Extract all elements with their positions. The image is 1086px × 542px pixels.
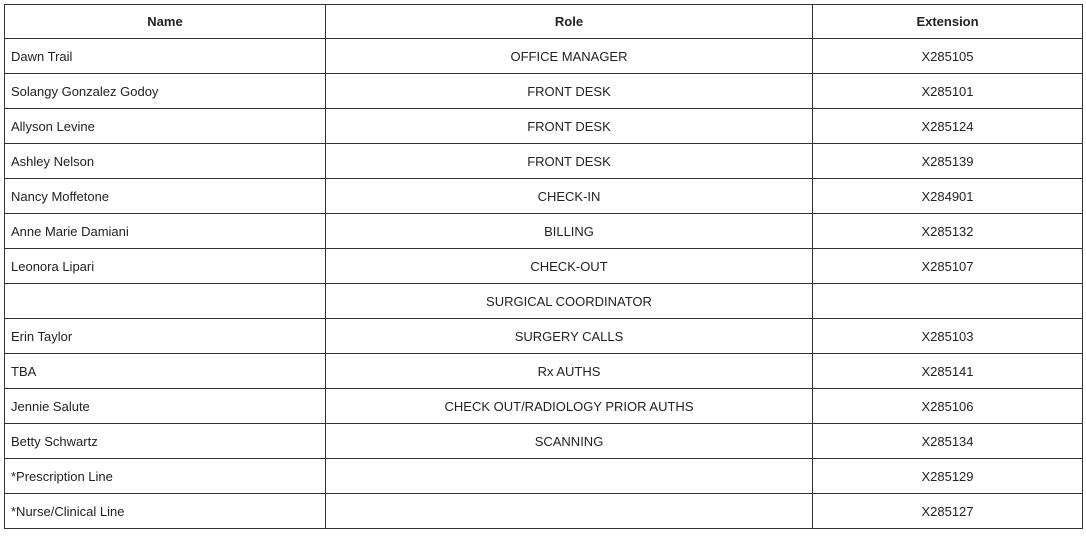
cell-role: Rx AUTHS [326, 354, 813, 389]
column-header-extension: Extension [813, 5, 1083, 39]
staff-directory [4, 4, 1083, 529]
cell-extension: X285105 [813, 39, 1083, 74]
staff-extension-table [4, 4, 1083, 529]
cell-name: Betty Schwartz [5, 424, 326, 459]
cell-role: CHECK-IN [326, 179, 813, 214]
cell-name: Leonora Lipari [5, 249, 326, 284]
column-header-name: Name [5, 5, 326, 39]
cell-role: CHECK OUT/RADIOLOGY PRIOR AUTHS [326, 389, 813, 424]
table-body [5, 39, 1083, 529]
cell-extension [813, 284, 1083, 319]
cell-extension: X285103 [813, 319, 1083, 354]
cell-name: Jennie Salute [5, 389, 326, 424]
cell-extension: X285134 [813, 424, 1083, 459]
table-row [5, 389, 1083, 424]
cell-name: Ashley Nelson [5, 144, 326, 179]
cell-extension: X285141 [813, 354, 1083, 389]
cell-role: FRONT DESK [326, 109, 813, 144]
cell-name: Allyson Levine [5, 109, 326, 144]
table-row [5, 424, 1083, 459]
cell-role: BILLING [326, 214, 813, 249]
table-row [5, 494, 1083, 529]
cell-extension: X285107 [813, 249, 1083, 284]
table-row [5, 39, 1083, 74]
cell-role [326, 494, 813, 529]
table-row [5, 74, 1083, 109]
column-header-role: Role [326, 5, 813, 39]
cell-extension: X285124 [813, 109, 1083, 144]
cell-extension: X285129 [813, 459, 1083, 494]
cell-name: *Prescription Line [5, 459, 326, 494]
cell-role: CHECK-OUT [326, 249, 813, 284]
cell-role: SURGERY CALLS [326, 319, 813, 354]
cell-extension: X285132 [813, 214, 1083, 249]
cell-role: OFFICE MANAGER [326, 39, 813, 74]
table-row [5, 319, 1083, 354]
cell-name: Anne Marie Damiani [5, 214, 326, 249]
cell-name: Dawn Trail [5, 39, 326, 74]
header-row [5, 5, 1083, 39]
cell-extension: X285127 [813, 494, 1083, 529]
cell-name: TBA [5, 354, 326, 389]
cell-extension: X284901 [813, 179, 1083, 214]
cell-role [326, 459, 813, 494]
table-row [5, 109, 1083, 144]
cell-name: Nancy Moffetone [5, 179, 326, 214]
table-row [5, 284, 1083, 319]
table-header [5, 5, 1083, 39]
cell-extension: X285101 [813, 74, 1083, 109]
cell-name: Solangy Gonzalez Godoy [5, 74, 326, 109]
cell-role: SCANNING [326, 424, 813, 459]
table-row [5, 354, 1083, 389]
cell-name: *Nurse/Clinical Line [5, 494, 326, 529]
cell-extension: X285106 [813, 389, 1083, 424]
cell-role: FRONT DESK [326, 144, 813, 179]
table-row [5, 214, 1083, 249]
cell-name [5, 284, 326, 319]
table-row [5, 459, 1083, 494]
table-row [5, 249, 1083, 284]
table-row [5, 179, 1083, 214]
table-row [5, 144, 1083, 179]
cell-role: SURGICAL COORDINATOR [326, 284, 813, 319]
cell-extension: X285139 [813, 144, 1083, 179]
cell-role: FRONT DESK [326, 74, 813, 109]
cell-name: Erin Taylor [5, 319, 326, 354]
